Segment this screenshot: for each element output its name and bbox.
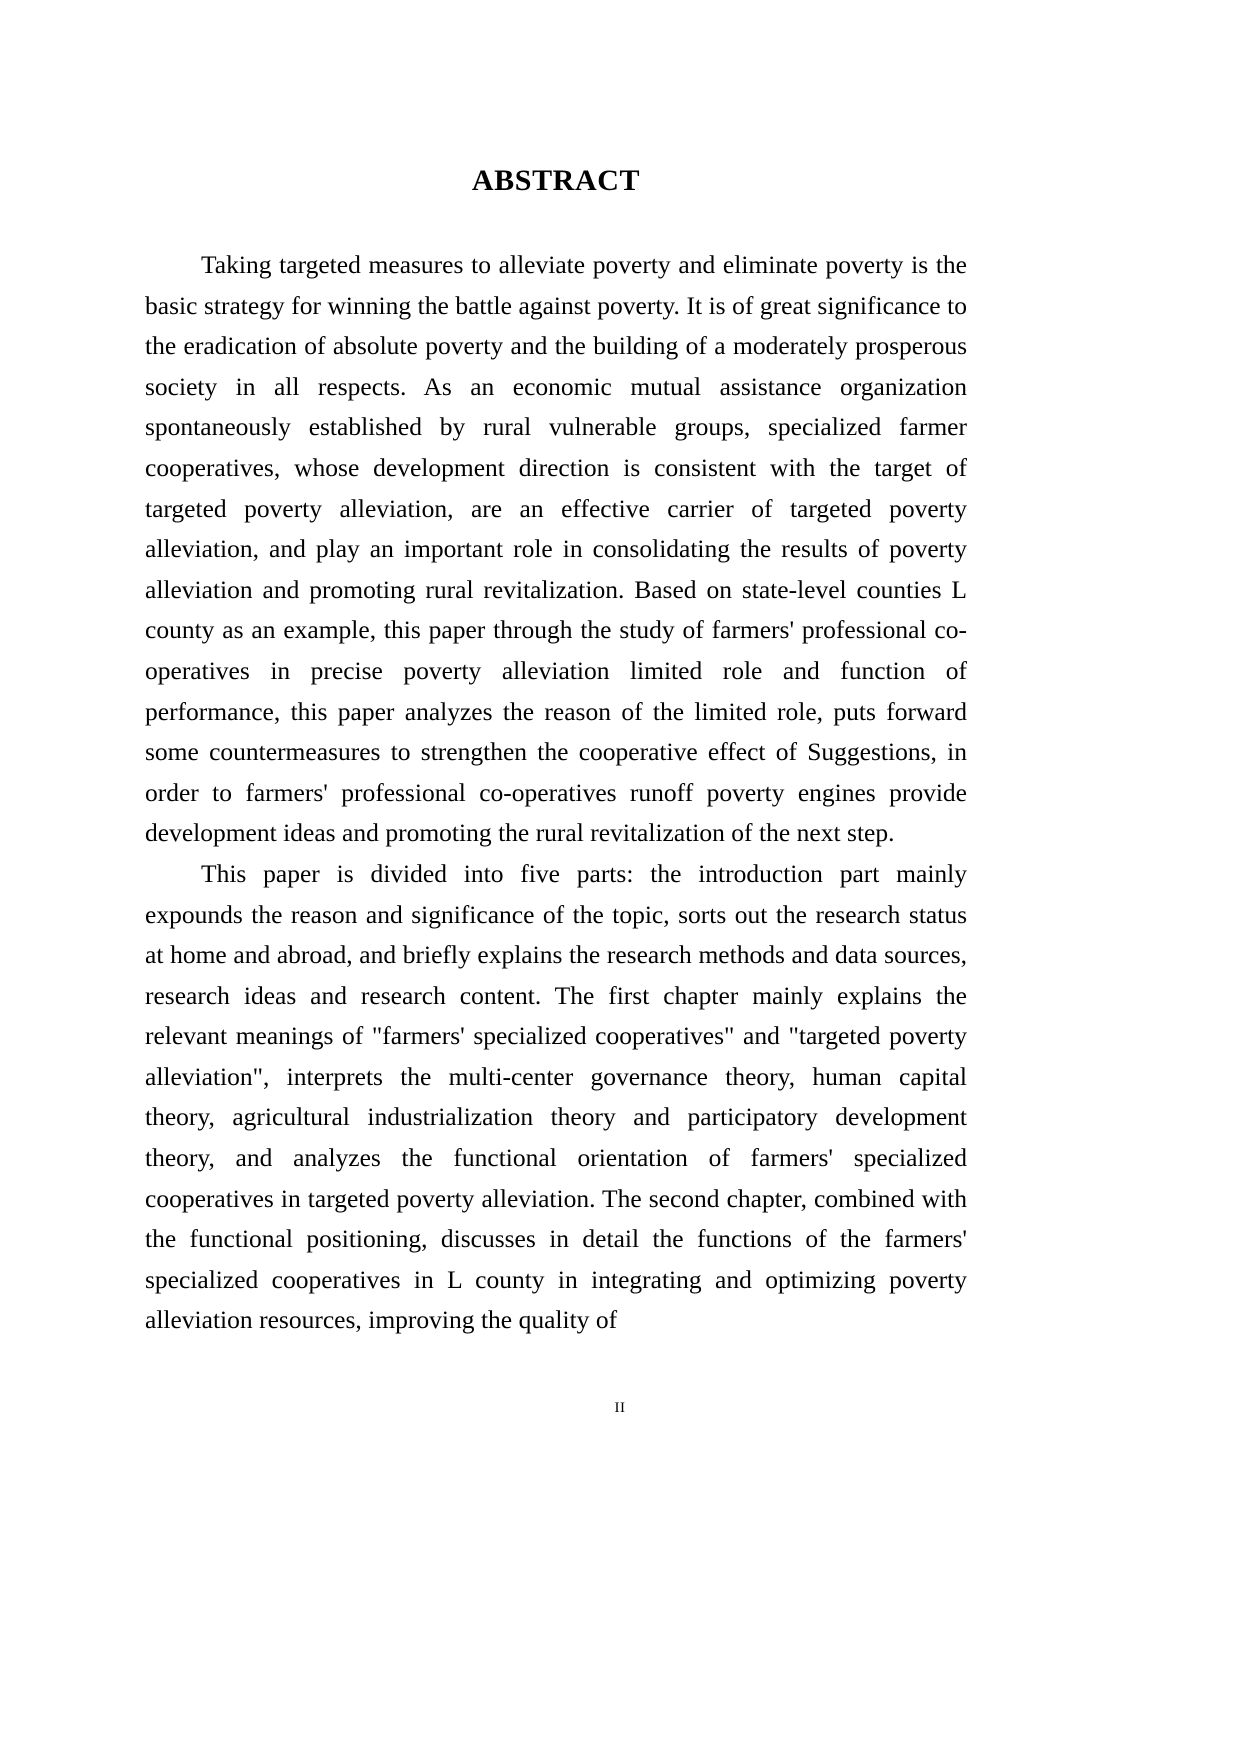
page-title: ABSTRACT	[471, 164, 641, 197]
abstract-body	[145, 245, 967, 1341]
abstract-paragraph-2: This paper is divided into five parts: the introduction part mainly expounds the reason and significance of the topic, sorts out the research status at home and abroad, and briefly explains the research methods and data sources, research ideas and research content. The first chapter mainly explains the relevant meanings of "farmers' specialized cooperatives" and "targeted poverty alleviation", interprets the multi-center governance theory, human capital theory, agricultural industrialization theory and participatory development theory, and analyzes the functional orientation of farmers' specialized cooperatives in targeted poverty alleviation. The second chapter, combined with the functional positioning, discusses in detail the functions of the farmers' specialized cooperatives in L county in integrating and optimizing poverty alleviation resources, improving the quality of	[145, 858, 967, 1335]
abstract-paragraph-1: Taking targeted measures to alleviate poverty and eliminate poverty is the basic strategy for winning the battle against poverty. It is of great significance to the eradication of absolute poverty and the building of a moderately prosperous society in all respects. As an economic mutual assistance organization spontaneously established by rural vulnerable groups, specialized farmer cooperatives, whose development direction is consistent with the target of targeted poverty alleviation, are an effective carrier of targeted poverty alleviation, and play an important role in consolidating the results of poverty alleviation and promoting rural revitalization. Based on state-level counties L county as an example, this paper through the study of farmers' professional co-operatives in precise poverty alleviation limited role and function of performance, this paper analyzes the reason of the limited role, puts forward some countermeasures to strengthen the cooperative effect of Suggestions, in order to farmers' professional co-operatives runoff poverty engines provide development ideas and promoting the rural revitalization of the next step.	[145, 250, 967, 848]
page-content	[145, 0, 967, 1341]
page-number: II	[614, 1400, 626, 1416]
